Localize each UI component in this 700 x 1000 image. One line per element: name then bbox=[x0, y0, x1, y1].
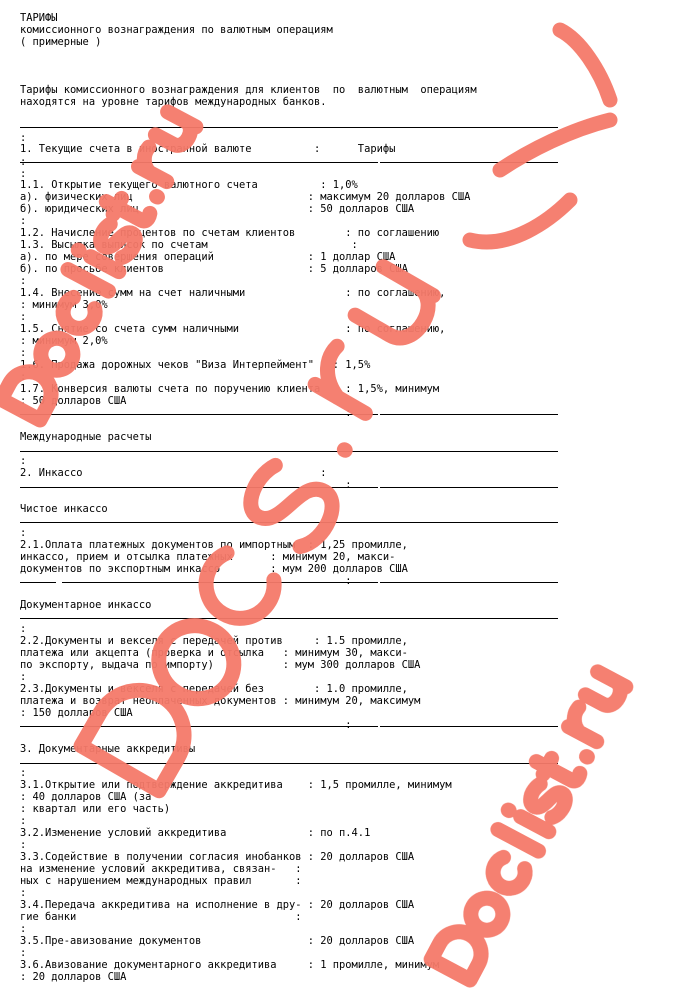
text-line: б). по просьбе клиентов : 5 долларов США bbox=[20, 263, 408, 275]
table-rule bbox=[20, 522, 558, 523]
text-line: 3.2.Изменение условий аккредитива : по п.4.1 bbox=[20, 827, 371, 839]
table-rule bbox=[380, 487, 558, 488]
text-line: : bbox=[20, 479, 352, 491]
table-rule bbox=[380, 582, 558, 583]
text-line: : bbox=[20, 215, 27, 227]
text-line: 2.3.Документы и векселя с передачей без : 1.0 промилле, bbox=[20, 683, 408, 695]
text-line: по экспорту, выдача по импорту) : мум 300 долларов США bbox=[20, 659, 421, 671]
text-line: : bbox=[20, 575, 352, 587]
text-line: 1.1. Открытие текущего валютного счета : 1,0% bbox=[20, 179, 358, 191]
text-line: 2.1.Оплата платежных документов по импортным : 1,25 промилле, bbox=[20, 539, 408, 551]
text-line: Чистое инкассо bbox=[20, 503, 108, 515]
table-rule bbox=[380, 726, 558, 727]
text-line: : минимум 2,0% bbox=[20, 335, 108, 347]
text-line: : bbox=[20, 311, 27, 323]
text-line: : bbox=[20, 527, 27, 539]
text-line: : bbox=[20, 767, 27, 779]
text-line: Тарифы комиссионного вознаграждения для клиентов по валютным операциям bbox=[20, 84, 477, 96]
text-line: : bbox=[20, 275, 27, 287]
text-line: : bbox=[20, 839, 27, 851]
text-line: Международные расчеты bbox=[20, 431, 152, 443]
text-line: а). по мере совершения операций : 1 доллар США bbox=[20, 251, 396, 263]
table-rule bbox=[20, 582, 56, 583]
text-line: 1.7. Конверсия валюты счета по поручению клиента : 1,5%, минимум bbox=[20, 383, 440, 395]
text-line: 1. Текущие счета в иностранной валюте : Тарифы bbox=[20, 143, 396, 155]
text-line: комиссионного вознаграждения по валютным операциям bbox=[20, 24, 333, 36]
text-line: платежа и возврат неоплаченных документов : минимум 20, максимум bbox=[20, 695, 421, 707]
text-line: : 40 долларов США (за bbox=[20, 791, 152, 803]
text-line: : bbox=[20, 455, 27, 467]
table-rule bbox=[62, 582, 378, 583]
table-rule bbox=[20, 127, 558, 128]
text-line: б). юридических лиц : 50 долларов США bbox=[20, 203, 415, 215]
text-line: : bbox=[20, 156, 27, 168]
text-line: 1.5. Снятие со счета сумм наличными : по соглашению, bbox=[20, 323, 446, 335]
text-line: : bbox=[20, 923, 27, 935]
table-rule bbox=[20, 763, 558, 764]
text-line: : bbox=[20, 168, 27, 180]
text-line: ных с нарушением международных правил : bbox=[20, 875, 302, 887]
text-line: 1.2. Начисление процентов по счетам клиентов : по соглашению bbox=[20, 227, 440, 239]
table-rule bbox=[20, 618, 558, 619]
text-line: находятся на уровне тарифов международных банков. bbox=[20, 96, 327, 108]
text-line: Документарное инкассо bbox=[20, 599, 152, 611]
text-line: 1.4. Внесение сумм на счет наличными : по соглашению, bbox=[20, 287, 446, 299]
text-line: : bbox=[20, 347, 27, 359]
text-line: 2. Инкассо : bbox=[20, 467, 327, 479]
text-line: : bbox=[20, 815, 27, 827]
text-line: : 50 долларов США bbox=[20, 395, 127, 407]
text-line: 3.6.Авизование документарного аккредитива : 1 промилле, минимум bbox=[20, 959, 440, 971]
text-line: : bbox=[20, 132, 27, 144]
table-rule bbox=[20, 162, 378, 163]
text-line: : квартал или его часть) bbox=[20, 803, 171, 815]
table-rule bbox=[380, 414, 558, 415]
text-line: гие банки : bbox=[20, 911, 302, 923]
text-line: а). физических лиц : максимум 20 долларов США bbox=[20, 191, 471, 203]
text-line: на изменение условий аккредитива, связан- : bbox=[20, 863, 302, 875]
text-line: : bbox=[20, 719, 352, 731]
text-line: 1.3. Высылка выписок по счетам : bbox=[20, 239, 358, 251]
text-line: : bbox=[20, 671, 27, 683]
text-line: 2.2.Документы и векселя с передачей против : 1.5 промилле, bbox=[20, 635, 408, 647]
table-rule bbox=[20, 487, 378, 488]
text-line: : bbox=[20, 407, 352, 419]
text-line: инкассо, прием и отсылка платежных : минимум 20, макси- bbox=[20, 551, 396, 563]
text-line: : bbox=[20, 623, 27, 635]
text-line: ТАРИФЫ bbox=[20, 12, 58, 24]
text-line: ( примерные ) bbox=[20, 36, 102, 48]
text-line: 3.5.Пре-авизование документов : 20 долларов США bbox=[20, 935, 415, 947]
table-rule bbox=[380, 162, 558, 163]
text-line: : bbox=[20, 887, 27, 899]
table-rule bbox=[20, 414, 378, 415]
text-line: 3.3.Содействие в получении согласия инобанков : 20 долларов США bbox=[20, 851, 415, 863]
text-line: : bbox=[20, 947, 27, 959]
text-line: : bbox=[20, 371, 27, 383]
text-line: : 150 долларов США bbox=[20, 707, 133, 719]
text-line: 3.1.Открытие или подтверждение аккредитива : 1,5 промилле, минимум bbox=[20, 779, 452, 791]
text-line: платежа или акцепта (проверка и отсылка : минимум 30, макси- bbox=[20, 647, 408, 659]
text-line: 1.6. Продажа дорожных чеков "Виза Интерпеймент" : 1,5% bbox=[20, 359, 371, 371]
table-rule bbox=[20, 726, 378, 727]
table-rule bbox=[20, 451, 558, 452]
text-line: 3. Документарные аккредитивы bbox=[20, 743, 196, 755]
text-line: документов по экспортным инкассо : мум 200 долларов США bbox=[20, 563, 408, 575]
text-line: : 20 долларов США bbox=[20, 971, 127, 983]
text-line: : минимум 3,0% bbox=[20, 299, 108, 311]
text-line: 3.4.Передача аккредитива на исполнение в дру- : 20 долларов США bbox=[20, 899, 415, 911]
